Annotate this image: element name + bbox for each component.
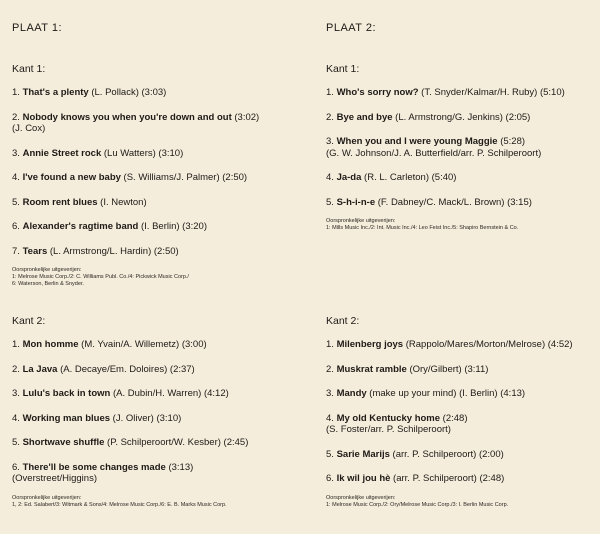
track-number: 3.	[326, 136, 334, 147]
side-2	[326, 315, 573, 509]
track-title: Nobody knows you when you're down and out	[22, 111, 232, 123]
track-credits: (J. Oliver) (3:10)	[110, 412, 182, 424]
side-label: Kant 1:	[12, 63, 46, 75]
track-item	[12, 197, 259, 209]
track-number: 3.	[326, 388, 334, 399]
track-title: I've found a new baby	[22, 172, 121, 183]
track-credits-extra: (S. Foster/arr. P. Schilperoort)	[326, 424, 451, 435]
track-item	[12, 462, 248, 485]
track-credits: (P. Schilperoort/W. Kesber) (2:45)	[104, 437, 249, 448]
record-heading: PLAAT 1:	[12, 22, 63, 34]
publishers-heading: Oorspronkelijke uitgeverijen:	[326, 494, 396, 501]
track-item	[326, 339, 573, 351]
track-item	[326, 172, 565, 184]
track-list	[12, 87, 259, 257]
track-title: Mon homme	[22, 339, 79, 350]
track-credits-extra: (G. W. Johnson/J. A. Butterfield/arr. P. Schilperoort)	[326, 147, 542, 159]
record-1-column	[12, 0, 302, 534]
track-credits: (T. Snyder/Kalmar/H. Ruby) (5:10)	[418, 87, 565, 98]
track-title: My old Kentucky home	[336, 412, 441, 424]
track-item	[12, 112, 259, 135]
track-number: 4.	[12, 172, 20, 183]
track-credits: (L. Pollack) (3:03)	[88, 87, 167, 98]
track-number: 2.	[326, 363, 334, 375]
track-list	[326, 87, 565, 208]
track-credits: (Rappolo/Mares/Morton/Melrose) (4:52)	[403, 339, 573, 350]
track-credits: (Ory/Gilbert) (3:11)	[406, 363, 489, 375]
side-label: Kant 2:	[12, 315, 46, 327]
track-item	[326, 112, 565, 124]
track-title: Annie Street rock	[22, 147, 102, 159]
track-credits: (A. Dubin/H. Warren) (4:12)	[110, 388, 229, 399]
track-number: 5.	[326, 448, 334, 460]
track-number: 1.	[326, 87, 334, 98]
track-number: 2.	[326, 111, 334, 123]
record-2-column	[326, 0, 600, 534]
track-credits: (3:13)	[165, 461, 194, 473]
track-credits: (3:02)	[231, 111, 260, 123]
track-credits: (S. Williams/J. Palmer) (2:50)	[120, 172, 248, 183]
publishers-line: 1, 2: Ed. Salabert/3: Witmark & Sons/4: Melrose Music Corp./6: E. B. Marks Music Corp.	[12, 501, 227, 508]
track-number: 4.	[326, 172, 334, 183]
track-credits: (L. Armstrong/G. Jenkins) (2:05)	[392, 111, 531, 123]
publishers-note	[326, 495, 573, 509]
track-credits: (2:48)	[440, 412, 468, 424]
track-item	[12, 413, 248, 425]
track-number: 7.	[12, 245, 20, 257]
track-number: 5.	[326, 196, 334, 208]
track-credits: (I. Berlin) (3:20)	[138, 221, 207, 232]
publishers-note	[326, 218, 565, 232]
track-item	[12, 87, 259, 99]
side-2	[12, 315, 248, 509]
track-number: 4.	[326, 412, 334, 424]
track-credits: (arr. P. Schilperoort) (2:48)	[390, 473, 505, 484]
track-item	[12, 221, 259, 233]
track-credits: (M. Yvain/A. Willemetz) (3:00)	[78, 339, 207, 350]
track-item	[326, 136, 565, 159]
publishers-heading: Oorspronkelijke uitgeverijen:	[326, 218, 396, 224]
track-number: 6.	[12, 221, 20, 232]
track-item	[326, 388, 573, 400]
track-number: 3.	[12, 147, 20, 159]
publishers-line: 1: Melrose Music Corp./2: Ory/Melrose Music Corp./3: I. Berlin Music Corp.	[326, 501, 509, 508]
track-item	[326, 449, 573, 461]
track-list	[326, 339, 573, 485]
track-number: 5.	[12, 196, 20, 208]
publishers-line: 1: Melrose Music Corp./2: C. Williams Publ. Co./4: Pickwick Music Corp./	[12, 274, 189, 280]
track-item	[326, 413, 573, 436]
track-number: 2.	[12, 111, 20, 123]
track-title: S-h-i-n-e	[336, 196, 376, 208]
track-title: Sarie Marijs	[336, 448, 390, 460]
track-item	[12, 437, 248, 449]
track-item	[12, 339, 248, 351]
track-item	[326, 473, 573, 485]
track-item	[326, 197, 565, 209]
track-item	[12, 172, 259, 184]
track-item	[326, 87, 565, 99]
track-number: 1.	[12, 339, 20, 350]
track-title: Lulu's back in town	[22, 388, 111, 399]
track-title: Bye and bye	[336, 111, 393, 123]
track-title: Room rent blues	[22, 196, 98, 208]
track-title: Ja-da	[336, 172, 362, 183]
track-credits-extra: (Overstreet/Higgins)	[12, 473, 97, 484]
track-credits: (Lu Watters) (3:10)	[101, 147, 184, 159]
side-1	[326, 63, 565, 232]
track-title: When you and I were young Maggie	[336, 136, 498, 147]
track-number: 1.	[326, 339, 334, 350]
track-number: 6.	[12, 461, 20, 473]
publishers-line: 1: Mills Music Inc./2: Int. Music Inc./4: Leo Feist Inc./5: Shapiro Bernstein & Co.	[326, 225, 519, 231]
track-title: Muskrat ramble	[336, 363, 407, 375]
track-title: La Java	[22, 363, 58, 375]
track-title: Milenberg joys	[336, 339, 404, 350]
record-heading: PLAAT 2:	[326, 22, 377, 34]
track-number: 4.	[12, 412, 20, 424]
track-title: That's a plenty	[22, 87, 89, 98]
publishers-note	[12, 267, 259, 288]
track-title: Ik wil jou hè	[336, 473, 391, 484]
track-credits: (A. Decaye/Em. Doloires) (2:37)	[57, 363, 195, 375]
track-number: 2.	[12, 363, 20, 375]
publishers-heading: Oorspronkelijke uitgeverijen:	[12, 494, 82, 501]
track-title: Who's sorry now?	[336, 87, 419, 98]
track-title: There'll be some changes made	[22, 461, 166, 473]
track-item	[326, 364, 573, 376]
publishers-note	[12, 495, 248, 509]
track-credits: (I. Newton)	[97, 196, 147, 208]
publishers-line: 6: Waterson, Berlin & Snyder.	[12, 281, 84, 287]
track-credits: (R. L. Carleton) (5:40)	[361, 172, 457, 183]
track-item	[12, 148, 259, 160]
side-1	[12, 63, 259, 288]
track-list	[12, 339, 248, 485]
track-credits-extra: (J. Cox)	[12, 123, 46, 134]
track-item	[12, 364, 248, 376]
track-title: Working man blues	[22, 412, 111, 424]
track-title: Tears	[22, 245, 48, 257]
track-credits: (make up your mind) (I. Berlin) (4:13)	[366, 388, 526, 399]
track-item	[12, 246, 259, 258]
track-item	[12, 388, 248, 400]
track-credits: (L. Armstrong/L. Hardin) (2:50)	[47, 245, 179, 257]
track-number: 3.	[12, 388, 20, 399]
track-title: Shortwave shuffle	[22, 437, 105, 448]
publishers-heading: Oorspronkelijke uitgeverijen:	[12, 267, 82, 273]
track-number: 6.	[326, 473, 334, 484]
track-title: Alexander's ragtime band	[22, 221, 139, 232]
track-title: Mandy	[336, 388, 367, 399]
track-credits: (F. Dabney/C. Mack/L. Brown) (3:15)	[375, 196, 532, 208]
track-credits: (5:28)	[497, 136, 526, 147]
track-number: 1.	[12, 87, 20, 98]
track-credits: (arr. P. Schilperoort) (2:00)	[389, 448, 504, 460]
track-number: 5.	[12, 437, 20, 448]
side-label: Kant 2:	[326, 315, 360, 327]
side-label: Kant 1:	[326, 63, 360, 75]
